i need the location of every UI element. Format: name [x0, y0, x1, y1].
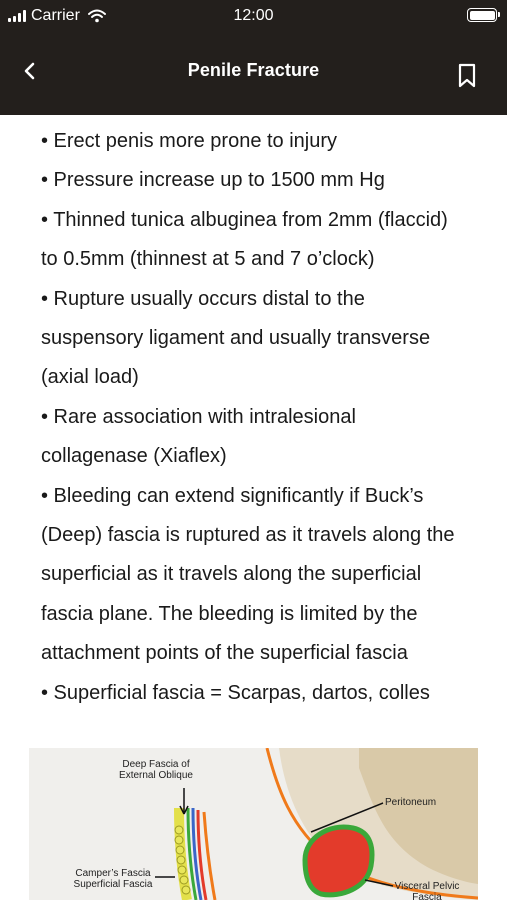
label-campers-1: Camper’s Fascia [75, 868, 151, 879]
label-peritoneum: Peritoneum [385, 797, 437, 808]
content-line: • Erect penis more prone to injury [41, 130, 338, 152]
page-title: Penile Fracture [187, 60, 320, 80]
content-line: • Rare association with intralesional [41, 405, 356, 428]
content-line: to 0.5mm (thinnest at 5 and 7 o’clock) [41, 248, 375, 271]
content-line: (axial load) [41, 366, 139, 389]
content-line: • Superficial fascia = Scarpas, dartos, colles [41, 681, 430, 704]
bookmark-icon [457, 62, 479, 90]
orange-fascia-layer [204, 812, 215, 900]
article-content [41, 122, 493, 713]
anatomy-figure [29, 748, 478, 900]
label-deep-fascia-1: Deep Fascia of [122, 759, 190, 770]
battery-icon [467, 8, 497, 22]
chevron-left-icon [18, 58, 42, 86]
content-line: • Bleeding can extend significantly if Buck’s [41, 484, 424, 507]
anatomy-illustration [29, 748, 478, 900]
label-visceral-1: Visceral Pelvic [394, 881, 460, 892]
content-line: suspensory ligament and usually transverse [41, 327, 431, 350]
status-bar [0, 0, 507, 32]
carrier-label: Carrier [31, 7, 80, 24]
label-deep-fascia-2: External Oblique [119, 770, 193, 781]
label-campers-2: Superficial Fascia [73, 879, 153, 890]
content-line: attachment points of the superficial fascia [41, 642, 408, 665]
content-line: fascia plane. The bleeding is limited by the [41, 602, 418, 625]
content-line: superficial as it travels along the superficial [41, 563, 422, 586]
label-visceral-2: Fascia [412, 892, 442, 900]
bladder [305, 827, 372, 895]
content-line: • Rupture usually occurs distal to the [41, 287, 365, 310]
nav-bar [0, 32, 507, 115]
content-line: collagenase (Xiaflex) [41, 445, 227, 468]
status-time: 12:00 [233, 7, 274, 24]
bookmark-button[interactable] [457, 62, 479, 90]
content-line: • Pressure increase up to 1500 mm Hg [41, 169, 385, 192]
back-button[interactable] [18, 58, 42, 86]
content-line: • Thinned tunica albuginea from 2mm (flaccid) [41, 208, 448, 231]
content-line: (Deep) fascia is ruptured as it travels along the [41, 524, 455, 547]
